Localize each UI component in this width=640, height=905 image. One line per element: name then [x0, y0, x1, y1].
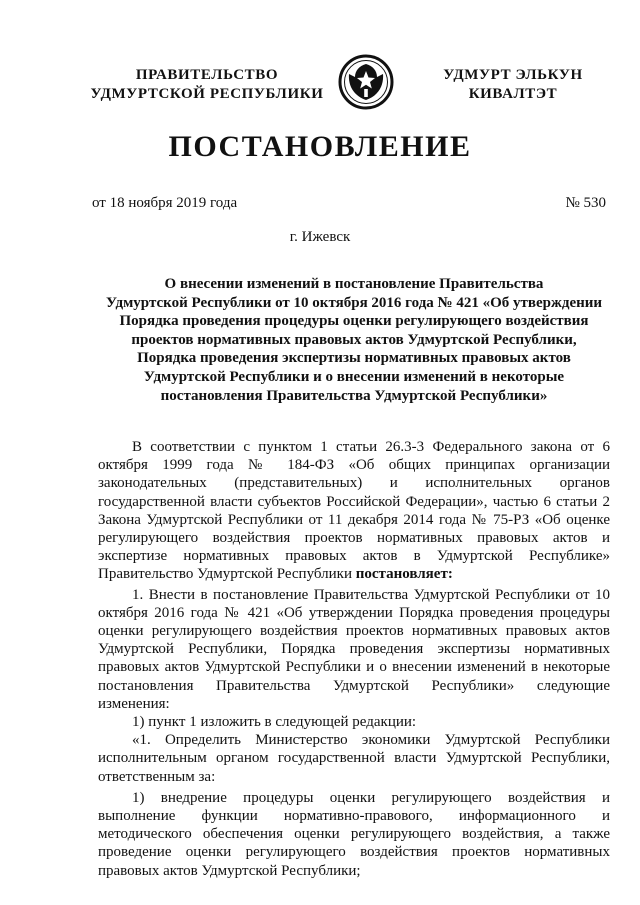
document-title: ПОСТАНОВЛЕНИЕ — [168, 130, 472, 163]
header-right-line-2: КИВАЛТЭТ — [468, 86, 558, 102]
subject-line: О внесении изменений в постановление Правительства — [164, 276, 544, 292]
preamble-bold-word: постановляет — [355, 566, 448, 583]
body-paragraph-4: 1) внедрение процедуры оценки регулирующего воздействия и выполнение функции нормативно-правового, информационного и методического обеспечения оценки регулирующего воздействия, а также проведение оценки регулирующего воздействия проектов нормативных правовых актов Удмуртской Республики; — [98, 789, 610, 879]
document-body — [98, 438, 610, 880]
document-date: от 18 ноября 2019 года — [92, 195, 238, 211]
subject-line: Удмуртской Республики от 10 октября 2016 года № 421 «Об утверждении — [105, 294, 603, 311]
document-subject — [100, 275, 608, 405]
subject-line: Порядка проведения процедуры оценки регулирующего воздействия — [119, 313, 589, 330]
government-name-udmurt — [428, 66, 598, 104]
subject-line: постановления Правительства Удмуртской Республики» — [160, 387, 548, 404]
subject-line: Удмуртской Республики и о внесении изменений в некоторые — [143, 368, 565, 385]
document-number: № 530 — [565, 195, 606, 211]
document-city: г. Ижевск — [289, 229, 351, 245]
subject-line: Порядка проведения экспертизы нормативных правовых актов — [137, 350, 571, 367]
preamble-colon: : — [447, 566, 453, 583]
body-paragraph-3: «1. Определить Министерство экономики Удмуртской Республики исполнительным органом государственной власти Удмуртской Республики, ответственным за: — [98, 732, 610, 785]
body-paragraph-2: 1) пункт 1 изложить в следующей редакции: — [132, 714, 417, 731]
header-left-line-2: УДМУРТСКОЙ РЕСПУБЛИКИ — [90, 86, 324, 102]
header-left-line-1: ПРАВИТЕЛЬСТВО — [135, 67, 279, 83]
preamble-text: В соответствии с пунктом 1 статьи 26.3-3 Федерального закона от 6 октября 1999 года № 184-ФЗ «Об общих принципах организации законодательных (представительных) и исполнительных органов государственной власти субъектов Российской Федерации», частью 6 статьи 2 Закона Удмуртской Республики от 11 декабря 2014 года № 75-РЗ «Об оценке регулирующего воздействия проектов нормативных правовых актов и экспертизе нормативных правовых актов в Удмуртской Республике» Правительство Удмуртской Республики — [98, 439, 610, 583]
header-right-line-1: УДМУРТ ЭЛЬКУН — [443, 67, 583, 83]
body-paragraph-1: 1. Внести в постановление Правительства Удмуртской Республики от 10 октября 2016 года № 421 «Об утверждении Порядка проведения процедуры оценки регулирующего воздействия проектов нормативных правовых актов Удмуртской Республики, Порядка проведения экспертизы нормативных правовых актов Удмуртской Республики и о внесении изменений в некоторые постановления Правительства Удмуртской Республики» следующие изменения: — [98, 586, 610, 712]
body-preamble — [98, 438, 610, 584]
udmurt-coat-of-arms-icon — [337, 53, 395, 111]
subject-line: проектов нормативных правовых актов Удмуртской Республики, — [131, 331, 577, 348]
government-name-russian — [88, 66, 326, 104]
